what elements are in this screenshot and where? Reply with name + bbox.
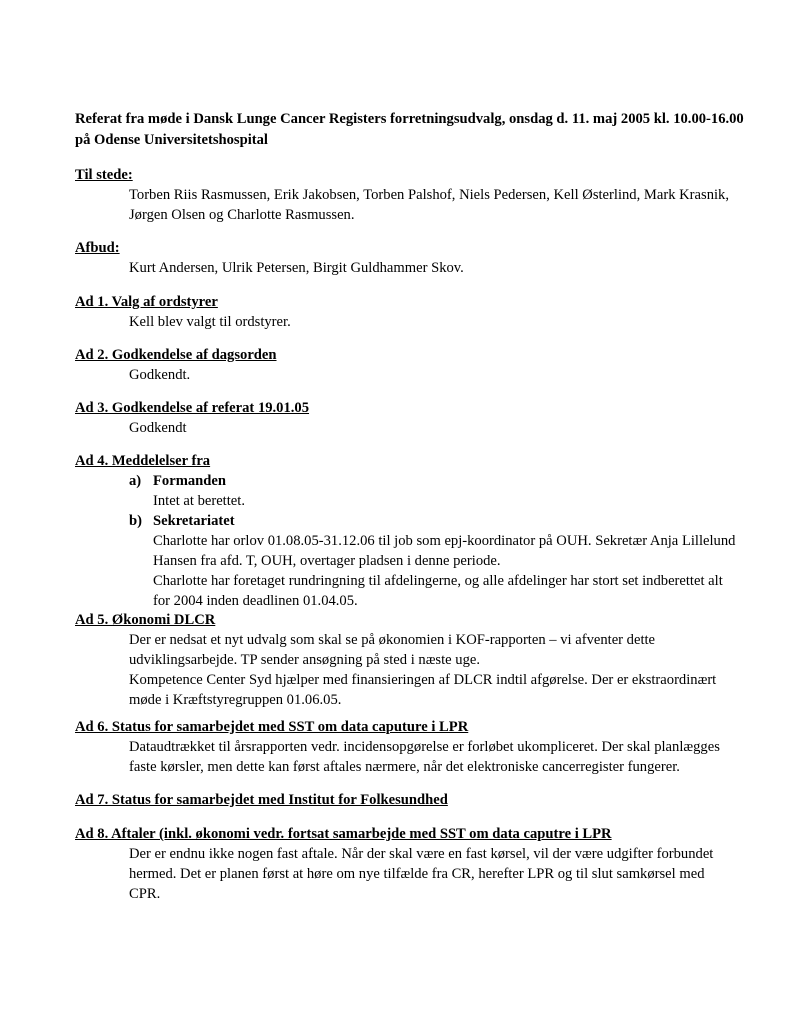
ad5-paragraph-1: Der er nedsat et nyt udvalg som skal se på økonomien i KOF-rapporten – vi afventer dette udviklingsarbejde. TP sender ansøgning på sted i næste uge. [129,632,656,668]
ad3-text: Godkendt [129,420,187,436]
ad4-item-b-paragraph-2: Charlotte har foretaget rundringning til afdelingerne, og alle afdelinger har stort set indberettet alt for 2004 inden deadlinen 01.04.05. [153,573,723,609]
section-heading-afbud: Afbud: [75,240,120,256]
section-heading-ad6: Ad 6. Status for samarbejdet med SST om data caputure i LPR [75,719,469,735]
ad8-text: Der er endnu ikke nogen fast aftale. Når der skal være en fast kørsel, vil der være udgifter forbundet hermed. Det er planen først at høre om nye tilfælde fra CR, herefter LPR og til slut samkørsel med CPR. [129,846,714,902]
ad5-text [129,630,729,710]
ad2-text: Godkendt. [129,367,191,383]
ad4-item-b-text [153,531,743,611]
section-heading-til-stede: Til stede: [75,167,133,183]
ad5-paragraph-2: Kompetence Center Syd hjælper med finansieringen af DLCR indtil afgørelse. Der er ekstraordinært møde i Kræftstyregruppen 01.06.05. [129,672,717,708]
ad4-item-a [129,471,226,491]
attendees-text: Torben Riis Rasmussen, Erik Jakobsen, Torben Palshof, Niels Pedersen, Kell Østerlind, Mark Krasnik, Jørgen Olsen og Charlotte Rasmussen. [129,187,729,223]
section-heading-ad3: Ad 3. Godkendelse af referat 19.01.05 [75,400,310,416]
section-heading-ad7: Ad 7. Status for samarbejdet med Institut for Folkesundhed [75,792,448,808]
document-title: Referat fra møde i Dansk Lunge Cancer Registers forretningsudvalg, onsdag d. 11. maj 2005 kl. 10.00-16.00 på Odense Universitetshospital [75,111,744,148]
section-heading-ad8: Ad 8. Aftaler (inkl. økonomi vedr. fortsat samarbejde med SST om data caputre i LPR [75,826,612,842]
ad4-item-a-label: a) [129,473,142,489]
ad4-item-b-label: b) [129,513,142,529]
ad4-item-b [129,511,235,531]
section-heading-ad1: Ad 1. Valg af ordstyrer [75,294,218,310]
section-heading-ad5: Ad 5. Økonomi DLCR [75,612,216,628]
ad4-item-b-title: Sekretariatet [153,513,235,529]
section-heading-ad4: Ad 4. Meddelelser fra [75,453,211,469]
ad4-item-b-paragraph-1: Charlotte har orlov 01.08.05-31.12.06 til job som epj-koordinator på OUH. Sekretær Anja Lillelund Hansen fra afd. T, OUH, overtager pladsen i denne periode. [153,533,736,569]
ad4-item-a-text: Intet at berettet. [153,493,245,509]
ad6-text: Dataudtrækket til årsrapporten vedr. incidensopgørelse er forløbet ukompliceret. Der skal planlægges faste kørsler, men dette kan først aftales nærmere, når det elektroniske cancerregister fungerer. [129,739,720,775]
absentees-text: Kurt Andersen, Ulrik Petersen, Birgit Guldhammer Skov. [129,260,464,276]
ad4-item-a-title: Formanden [153,473,226,489]
ad1-text: Kell blev valgt til ordstyrer. [129,314,291,330]
section-heading-ad2: Ad 2. Godkendelse af dagsorden [75,347,277,363]
